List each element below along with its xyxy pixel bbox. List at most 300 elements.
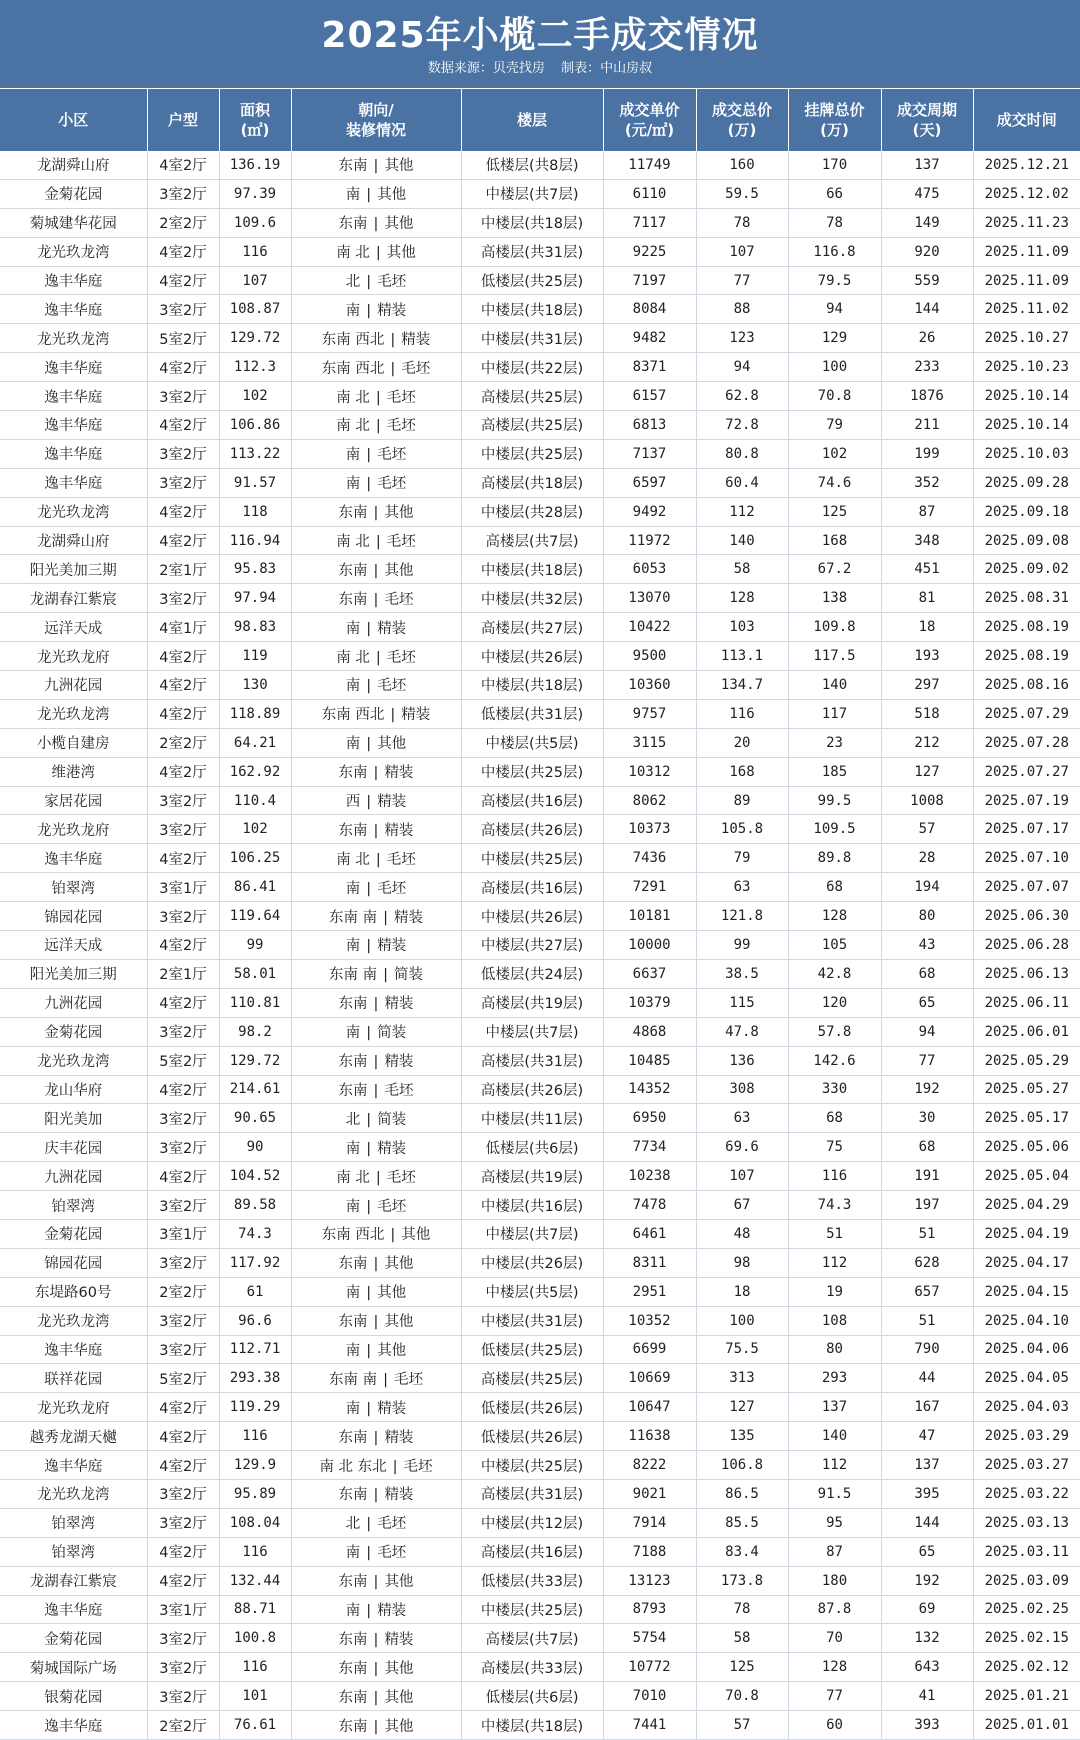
cell-floor: 中楼层(共25层) — [461, 439, 603, 468]
cell-orientation — [291, 1133, 461, 1162]
cell-listing-price: 19 — [788, 1277, 881, 1306]
cell-date: 2025.06.28 — [973, 931, 1080, 960]
cell-cycle: 790 — [881, 1335, 973, 1364]
orientation-value: 东南 南 — [329, 1371, 378, 1388]
cell-unit-price: 10772 — [603, 1653, 696, 1682]
cell-floor: 低楼层(共31层) — [461, 699, 603, 728]
cell-unit-price: 6699 — [603, 1335, 696, 1364]
table-row — [0, 266, 1080, 295]
cell-area: 86.41 — [219, 873, 291, 902]
decoration-value: 其他 — [384, 1574, 414, 1591]
orientation-value: 北 — [345, 274, 361, 290]
orientation-value: 南 — [345, 1285, 361, 1302]
cell-layout: 3室2厅 — [147, 1191, 219, 1220]
cell-layout: 4室2厅 — [147, 988, 219, 1017]
cell-layout: 4室1厅 — [147, 613, 219, 642]
cell-community: 锦园花园 — [0, 902, 147, 931]
cell-cycle: 68 — [881, 1133, 973, 1162]
table-row — [0, 757, 1080, 786]
cell-date: 2025.06.11 — [973, 988, 1080, 1017]
col-header-total-price: 成交总价 (万) — [696, 89, 788, 151]
separator: | — [373, 1487, 379, 1504]
cell-total-price: 135 — [696, 1422, 788, 1451]
cell-area: 110.4 — [219, 786, 291, 815]
cell-floor: 中楼层(共16层) — [461, 1191, 603, 1220]
decoration-value: 简装 — [377, 1111, 407, 1128]
cell-total-price: 112 — [696, 497, 788, 526]
cell-community: 铂翠湾 — [0, 1191, 147, 1220]
cell-layout: 3室2厅 — [147, 1624, 219, 1653]
cell-cycle: 47 — [881, 1422, 973, 1451]
cell-floor: 高楼层(共16层) — [461, 1537, 603, 1566]
cell-total-price: 79 — [696, 844, 788, 873]
cell-total-price: 89 — [696, 786, 788, 815]
cell-orientation — [291, 873, 461, 902]
cell-date: 2025.04.05 — [973, 1364, 1080, 1393]
cell-date: 2025.05.04 — [973, 1162, 1080, 1191]
cell-area: 88.71 — [219, 1595, 291, 1624]
orientation-value: 南 — [345, 476, 361, 493]
decoration-value: 毛坯 — [377, 1545, 407, 1562]
separator: | — [373, 1718, 379, 1735]
cell-community: 家居花园 — [0, 786, 147, 815]
cell-layout: 3室2厅 — [147, 815, 219, 844]
decoration-value: 精装 — [384, 765, 414, 782]
cell-cycle: 197 — [881, 1191, 973, 1220]
cell-floor: 中楼层(共25层) — [461, 1595, 603, 1624]
cell-floor: 中楼层(共26层) — [461, 902, 603, 931]
cell-orientation — [291, 1682, 461, 1711]
cell-floor: 高楼层(共26层) — [461, 1075, 603, 1104]
cell-unit-price: 7734 — [603, 1133, 696, 1162]
cell-total-price: 125 — [696, 1653, 788, 1682]
separator: | — [373, 1660, 379, 1677]
cell-total-price: 63 — [696, 1104, 788, 1133]
orientation-value: 东南 — [338, 1054, 368, 1071]
cell-total-price: 80.8 — [696, 439, 788, 468]
separator: | — [366, 620, 372, 637]
cell-area: 129.72 — [219, 1046, 291, 1075]
cell-layout: 3室2厅 — [147, 179, 219, 208]
cell-date: 2025.05.17 — [973, 1104, 1080, 1133]
cell-community: 逸丰华庭 — [0, 295, 147, 324]
cell-unit-price: 13070 — [603, 584, 696, 613]
cell-community: 远洋天成 — [0, 613, 147, 642]
table-row — [0, 1479, 1080, 1508]
cell-area: 116 — [219, 1653, 291, 1682]
separator: | — [390, 360, 396, 377]
cell-date: 2025.03.27 — [973, 1451, 1080, 1480]
separator: | — [373, 1082, 379, 1099]
cell-orientation — [291, 208, 461, 237]
orientation-value: 南 北 — [336, 1169, 370, 1186]
orientation-value: 东南 — [338, 1314, 368, 1331]
cell-area: 109.6 — [219, 208, 291, 237]
cell-layout: 4室2厅 — [147, 1422, 219, 1451]
cell-floor: 中楼层(共25层) — [461, 1451, 603, 1480]
cell-layout: 3室2厅 — [147, 1104, 219, 1133]
cell-total-price: 128 — [696, 584, 788, 613]
cell-floor: 中楼层(共26层) — [461, 1248, 603, 1277]
orientation-value: 东南 — [338, 216, 368, 233]
cell-orientation — [291, 1422, 461, 1451]
cell-unit-price: 11638 — [603, 1422, 696, 1451]
cell-area: 117.92 — [219, 1248, 291, 1277]
cell-total-price: 140 — [696, 526, 788, 555]
cell-orientation — [291, 1451, 461, 1480]
cell-cycle: 920 — [881, 237, 973, 266]
cell-unit-price: 14352 — [603, 1075, 696, 1104]
cell-community: 维港湾 — [0, 757, 147, 786]
cell-date: 2025.04.17 — [973, 1248, 1080, 1277]
cell-area: 90 — [219, 1133, 291, 1162]
cell-area: 118.89 — [219, 699, 291, 728]
separator: | — [375, 418, 381, 435]
cell-listing-price: 142.6 — [788, 1046, 881, 1075]
orientation-value: 西 — [345, 794, 361, 811]
cell-floor: 高楼层(共16层) — [461, 786, 603, 815]
cell-listing-price: 87.8 — [788, 1595, 881, 1624]
separator: | — [390, 1227, 396, 1244]
cell-community: 龙光玖龙湾 — [0, 324, 147, 353]
decoration-value: 其他 — [377, 736, 407, 753]
cell-total-price: 86.5 — [696, 1479, 788, 1508]
cell-total-price: 75.5 — [696, 1335, 788, 1364]
cell-floor: 高楼层(共7层) — [461, 1624, 603, 1653]
cell-listing-price: 79.5 — [788, 266, 881, 295]
cell-area: 108.04 — [219, 1508, 291, 1537]
cell-community: 阳光美加三期 — [0, 555, 147, 584]
cell-date: 2025.01.01 — [973, 1711, 1080, 1740]
cell-floor: 中楼层(共5层) — [461, 728, 603, 757]
cell-listing-price: 80 — [788, 1335, 881, 1364]
cell-total-price: 94 — [696, 353, 788, 382]
table-row — [0, 988, 1080, 1017]
cell-orientation — [291, 151, 461, 180]
cell-unit-price: 7914 — [603, 1508, 696, 1537]
cell-date: 2025.06.13 — [973, 959, 1080, 988]
cell-cycle: 192 — [881, 1075, 973, 1104]
orientation-value: 南 — [345, 1602, 361, 1619]
cell-floor: 高楼层(共33层) — [461, 1653, 603, 1682]
cell-listing-price: 57.8 — [788, 1017, 881, 1046]
cell-area: 118 — [219, 497, 291, 526]
cell-date: 2025.12.02 — [973, 179, 1080, 208]
cell-floor: 高楼层(共18层) — [461, 468, 603, 497]
cell-unit-price: 10312 — [603, 757, 696, 786]
cell-total-price: 58 — [696, 1624, 788, 1653]
col-header-listing-price: 挂牌总价 (万) — [788, 89, 881, 151]
cell-cycle: 395 — [881, 1479, 973, 1508]
cell-unit-price: 6157 — [603, 382, 696, 411]
cell-total-price: 168 — [696, 757, 788, 786]
table-row — [0, 1191, 1080, 1220]
separator: | — [366, 938, 372, 955]
cell-orientation — [291, 642, 461, 671]
cell-cycle: 211 — [881, 411, 973, 440]
cell-layout: 4室2厅 — [147, 497, 219, 526]
cell-unit-price: 8371 — [603, 353, 696, 382]
cell-date: 2025.06.01 — [973, 1017, 1080, 1046]
cell-date: 2025.08.19 — [973, 642, 1080, 671]
cell-cycle: 199 — [881, 439, 973, 468]
decoration-value: 简装 — [377, 1025, 407, 1042]
cell-layout: 2室1厅 — [147, 959, 219, 988]
orientation-value: 南 北 — [336, 649, 370, 666]
cell-area: 61 — [219, 1277, 291, 1306]
separator: | — [366, 302, 372, 319]
orientation-value: 东南 — [338, 996, 368, 1013]
decoration-value: 其他 — [384, 562, 414, 579]
cell-total-price: 99 — [696, 931, 788, 960]
cell-orientation — [291, 584, 461, 613]
cell-orientation — [291, 1479, 461, 1508]
orientation-value: 南 — [345, 187, 361, 204]
cell-community: 逸丰华庭 — [0, 411, 147, 440]
table-row — [0, 1017, 1080, 1046]
cell-layout: 4室2厅 — [147, 353, 219, 382]
cell-area: 98.2 — [219, 1017, 291, 1046]
cell-area: 214.61 — [219, 1075, 291, 1104]
cell-date: 2025.03.11 — [973, 1537, 1080, 1566]
cell-floor: 低楼层(共6层) — [461, 1133, 603, 1162]
decoration-value: 其他 — [384, 1314, 414, 1331]
table-row — [0, 353, 1080, 382]
orientation-value: 南 北 东北 — [319, 1458, 387, 1475]
table-row — [0, 382, 1080, 411]
table-row — [0, 786, 1080, 815]
cell-orientation — [291, 382, 461, 411]
decoration-value: 毛坯 — [394, 1371, 423, 1388]
col-header-orientation: 朝向/ 装修情况 — [291, 89, 461, 151]
cell-community: 逸丰华庭 — [0, 1711, 147, 1740]
cell-floor: 高楼层(共27层) — [461, 613, 603, 642]
cell-area: 136.19 — [219, 151, 291, 180]
cell-orientation — [291, 1017, 461, 1046]
cell-cycle: 44 — [881, 1364, 973, 1393]
table-row — [0, 295, 1080, 324]
decoration-value: 精装 — [401, 707, 431, 724]
separator: | — [373, 1689, 379, 1706]
cell-area: 76.61 — [219, 1711, 291, 1740]
cell-community: 龙光玖龙湾 — [0, 497, 147, 526]
cell-orientation — [291, 671, 461, 700]
cell-date: 2025.09.28 — [973, 468, 1080, 497]
cell-community: 阳光美加 — [0, 1104, 147, 1133]
table-row — [0, 642, 1080, 671]
separator: | — [375, 534, 381, 551]
col-header-date: 成交时间 — [973, 89, 1080, 151]
cell-orientation — [291, 266, 461, 295]
cell-orientation — [291, 1104, 461, 1133]
cell-floor: 高楼层(共19层) — [461, 1162, 603, 1191]
cell-unit-price: 6461 — [603, 1219, 696, 1248]
cell-orientation — [291, 1595, 461, 1624]
cell-listing-price: 60 — [788, 1711, 881, 1740]
cell-layout: 4室2厅 — [147, 1162, 219, 1191]
cell-floor: 中楼层(共7层) — [461, 179, 603, 208]
table-row — [0, 555, 1080, 584]
separator: | — [366, 794, 372, 811]
cell-cycle: 144 — [881, 1508, 973, 1537]
separator: | — [375, 851, 381, 868]
cell-date: 2025.04.03 — [973, 1393, 1080, 1422]
cell-unit-price: 13123 — [603, 1566, 696, 1595]
cell-floor: 中楼层(共28层) — [461, 497, 603, 526]
cell-community: 龙光玖龙湾 — [0, 237, 147, 266]
cell-date: 2025.04.10 — [973, 1306, 1080, 1335]
cell-orientation — [291, 902, 461, 931]
cell-unit-price: 7291 — [603, 873, 696, 902]
cell-community: 阳光美加三期 — [0, 959, 147, 988]
cell-date: 2025.09.02 — [973, 555, 1080, 584]
cell-listing-price: 42.8 — [788, 959, 881, 988]
cell-listing-price: 99.5 — [788, 786, 881, 815]
cell-cycle: 518 — [881, 699, 973, 728]
cell-listing-price: 185 — [788, 757, 881, 786]
cell-total-price: 67 — [696, 1191, 788, 1220]
orientation-value: 东南 — [338, 822, 368, 839]
cell-community: 逸丰华庭 — [0, 1595, 147, 1624]
decoration-value: 毛坯 — [377, 1198, 407, 1215]
cell-layout: 3室1厅 — [147, 1219, 219, 1248]
cell-layout: 4室2厅 — [147, 671, 219, 700]
decoration-value: 精装 — [377, 620, 407, 637]
cell-date: 2025.07.07 — [973, 873, 1080, 902]
cell-area: 116 — [219, 1537, 291, 1566]
orientation-value: 南 — [345, 447, 361, 464]
cell-orientation — [291, 1075, 461, 1104]
cell-orientation — [291, 1335, 461, 1364]
table-row — [0, 237, 1080, 266]
cell-floor: 中楼层(共25层) — [461, 844, 603, 873]
cell-total-price: 48 — [696, 1219, 788, 1248]
cell-community: 逸丰华庭 — [0, 382, 147, 411]
cell-total-price: 173.8 — [696, 1566, 788, 1595]
orientation-value: 南 — [345, 1140, 361, 1157]
cell-date: 2025.08.16 — [973, 671, 1080, 700]
decoration-value: 简装 — [394, 967, 423, 984]
cell-date: 2025.11.09 — [973, 266, 1080, 295]
cell-unit-price: 6637 — [603, 959, 696, 988]
cell-area: 97.39 — [219, 179, 291, 208]
decoration-value: 精装 — [377, 938, 407, 955]
cell-listing-price: 102 — [788, 439, 881, 468]
cell-cycle: 212 — [881, 728, 973, 757]
cell-area: 116.94 — [219, 526, 291, 555]
cell-area: 106.25 — [219, 844, 291, 873]
cell-orientation — [291, 526, 461, 555]
cell-layout: 5室2厅 — [147, 1364, 219, 1393]
cell-listing-price: 70 — [788, 1624, 881, 1653]
orientation-value: 东南 — [338, 1689, 368, 1706]
cell-unit-price: 9757 — [603, 699, 696, 728]
cell-listing-price: 67.2 — [788, 555, 881, 584]
table-row — [0, 1653, 1080, 1682]
cell-layout: 3室2厅 — [147, 1306, 219, 1335]
table-row — [0, 1624, 1080, 1653]
cell-orientation — [291, 1537, 461, 1566]
orientation-value: 东南 — [338, 1256, 368, 1273]
cell-community: 龙光玖龙湾 — [0, 699, 147, 728]
cell-date: 2025.07.28 — [973, 728, 1080, 757]
table-row — [0, 584, 1080, 613]
cell-layout: 4室2厅 — [147, 699, 219, 728]
orientation-value: 南 — [345, 1545, 361, 1562]
table-row — [0, 873, 1080, 902]
cell-orientation — [291, 353, 461, 382]
decoration-value: 其他 — [384, 1718, 414, 1735]
cell-area: 64.21 — [219, 728, 291, 757]
orientation-value: 南 — [345, 1025, 361, 1042]
cell-cycle: 41 — [881, 1682, 973, 1711]
cell-cycle: 51 — [881, 1219, 973, 1248]
cell-listing-price: 140 — [788, 1422, 881, 1451]
cell-orientation — [291, 1306, 461, 1335]
cell-orientation — [291, 295, 461, 324]
table-row — [0, 526, 1080, 555]
cell-cycle: 57 — [881, 815, 973, 844]
table-row — [0, 902, 1080, 931]
cell-floor: 中楼层(共25层) — [461, 757, 603, 786]
cell-total-price: 69.6 — [696, 1133, 788, 1162]
cell-listing-price: 117.5 — [788, 642, 881, 671]
cell-cycle: 65 — [881, 1537, 973, 1566]
separator: | — [375, 649, 381, 666]
cell-orientation — [291, 844, 461, 873]
cell-date: 2025.07.29 — [973, 699, 1080, 728]
cell-layout: 3室2厅 — [147, 1479, 219, 1508]
cell-community: 铂翠湾 — [0, 873, 147, 902]
cell-orientation — [291, 1566, 461, 1595]
cell-cycle: 475 — [881, 179, 973, 208]
cell-unit-price: 9500 — [603, 642, 696, 671]
cell-area: 102 — [219, 382, 291, 411]
cell-floor: 中楼层(共7层) — [461, 1219, 603, 1248]
cell-community: 龙湖春江紫宸 — [0, 584, 147, 613]
cell-unit-price: 9021 — [603, 1479, 696, 1508]
cell-total-price: 88 — [696, 295, 788, 324]
cell-area: 89.58 — [219, 1191, 291, 1220]
cell-total-price: 57 — [696, 1711, 788, 1740]
cell-listing-price: 89.8 — [788, 844, 881, 873]
cell-cycle: 352 — [881, 468, 973, 497]
cell-community: 铂翠湾 — [0, 1508, 147, 1537]
separator: | — [373, 591, 379, 608]
cell-community: 金菊花园 — [0, 1219, 147, 1248]
cell-date: 2025.02.15 — [973, 1624, 1080, 1653]
col-header-floor: 楼层 — [461, 89, 603, 151]
cell-total-price: 70.8 — [696, 1682, 788, 1711]
separator: | — [366, 1602, 372, 1619]
orientation-value: 东南 — [338, 591, 368, 608]
cell-unit-price: 6053 — [603, 555, 696, 584]
separator: | — [366, 1516, 372, 1533]
cell-date: 2025.05.29 — [973, 1046, 1080, 1075]
decoration-value: 毛坯 — [403, 1458, 433, 1475]
decoration-value: 精装 — [384, 1054, 414, 1071]
cell-unit-price: 7188 — [603, 1537, 696, 1566]
separator: | — [366, 1545, 372, 1562]
cell-listing-price: 129 — [788, 324, 881, 353]
cell-total-price: 77 — [696, 266, 788, 295]
cell-area: 102 — [219, 815, 291, 844]
cell-floor: 低楼层(共8层) — [461, 151, 603, 180]
cell-total-price: 58 — [696, 555, 788, 584]
cell-floor: 中楼层(共31层) — [461, 1306, 603, 1335]
table-row — [0, 1133, 1080, 1162]
cell-orientation — [291, 1364, 461, 1393]
